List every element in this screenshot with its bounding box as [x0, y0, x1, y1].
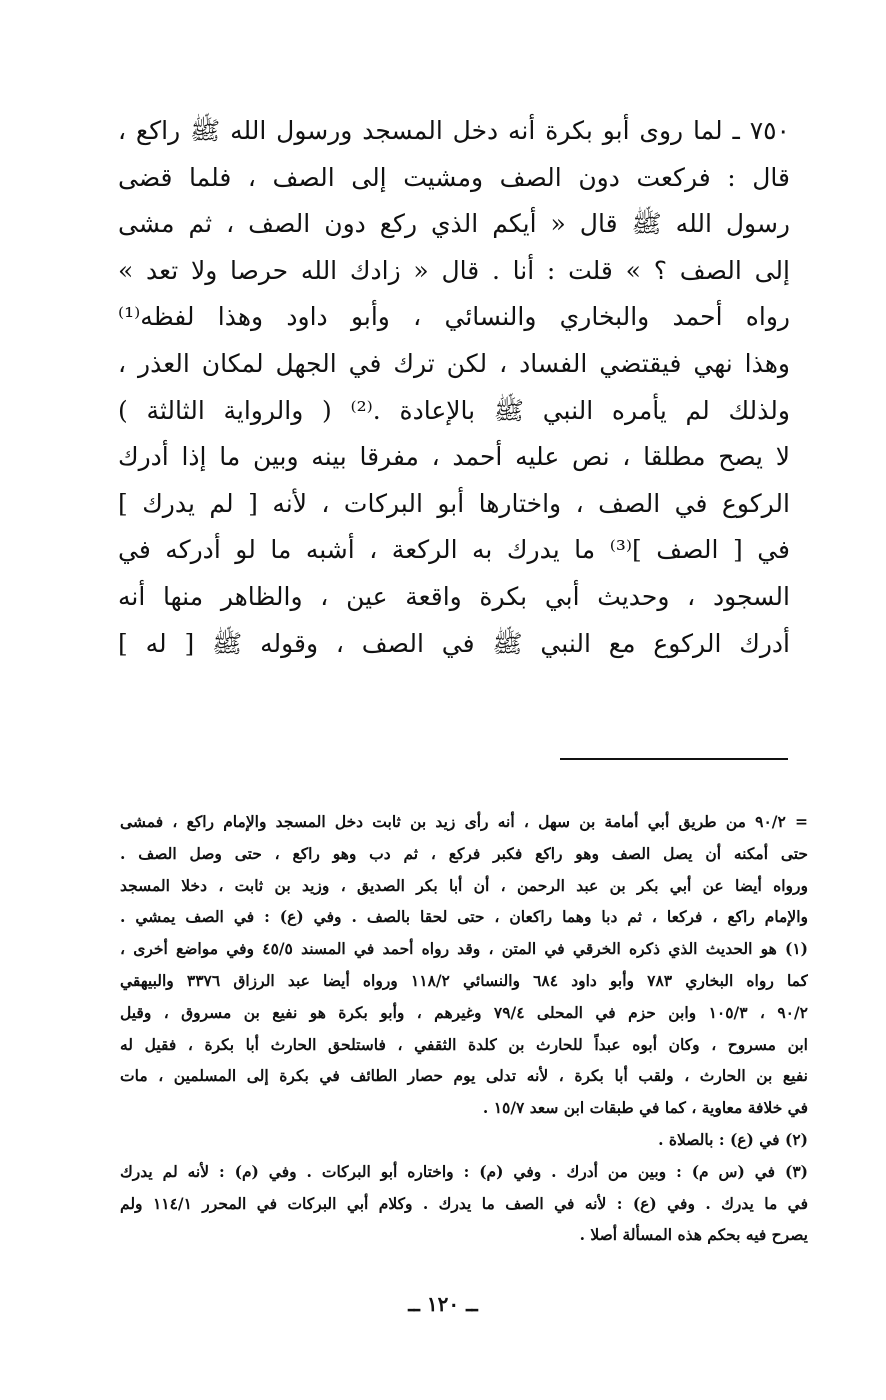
main-text-line: ولذلك لم يأمره النبي ﷺ بالإعادة .⁽²⁾ ( والرواية الثالثة ): [118, 395, 790, 425]
main-text-line: السجود ، وحديث أبي بكرة واقعة عين ، والظاهر منها أنه: [118, 581, 790, 611]
main-text-line: رسول الله ﷺ قال « أيكم الذي ركع دون الصف ، ثم مشى: [118, 209, 790, 239]
footnote-line: (٢) في (ع) : بالصلاة .: [658, 1129, 808, 1149]
main-text-line: قال : فركعت دون الصف ومشيت إلى الصف ، فلما قضى: [118, 162, 790, 192]
main-text-line: أدرك الركوع مع النبي ﷺ في الصف ، وقوله ﷺ [ له ]: [118, 628, 790, 658]
footnotes-block: [120, 806, 808, 1251]
main-text-line: الركوع في الصف ، واختارها أبو البركات ، لأنه [ لم يدرك ]: [118, 488, 790, 518]
footnote-line: في خلافة معاوية ، كما في طبقات ابن سعد ١٥/٧ .: [482, 1098, 808, 1118]
footnote-line: = ٩٠/٢ من طريق أبي أمامة بن سهل ، أنه رأى زيد بن ثابت دخل المسجد والإمام راكع ، فمشى: [120, 812, 808, 831]
footnote-line: والإمام راكع ، فركعا ، ثم دبا وهما راكعان ، حتى لحقا بالصف . وفي (ع) : في الصف يمشي .: [120, 907, 808, 927]
footnote-line: في ما يدرك . وفي (ع) : لأنه في الصف ما يدرك . وكلام أبي البركات في المحرر ١١٤/١ ولم: [120, 1193, 808, 1213]
main-text-line: رواه أحمد والبخاري والنسائي ، وأبو داود وهذا لفظه⁽¹⁾: [118, 302, 790, 332]
main-text-line: في [ الصف ]⁽³⁾ ما يدرك به الركعة ، أشبه ما لو أدركه في: [118, 535, 790, 565]
footnote-line: ٩٠/٢ ، ١٠٥/٣ وابن حزم في المحلى ٧٩/٤ وغيرهم ، وأبو بكرة هو نفيع بن مسروق ، وقيل: [120, 1002, 808, 1022]
main-text-line: لا يصح مطلقا ، نص عليه أحمد ، مفرقا بينه وبين ما إذا أدرك: [118, 442, 790, 472]
footnote-line: يصرح فيه بحكم هذه المسألة أصلا .: [579, 1225, 808, 1245]
footnote-separator: [560, 758, 788, 760]
footnote-line: ورواه أيضا عن أبي بكر بن عبد الرحمن ، أن أبا بكر الصديق ، وزيد بن ثابت ، دخلا المسجد: [120, 875, 808, 895]
footnote-line: كما رواه البخاري ٧٨٣ وأبو داود ٦٨٤ والنسائي ١١٨/٢ ورواه أيضا عبد الرزاق ٣٣٧٦ والبيهقي: [120, 970, 808, 990]
main-text-line: ٧٥٠ ـ لما روى أبو بكرة أنه دخل المسجد ورسول الله ﷺ راكع ،: [118, 116, 790, 145]
main-text-line: إلى الصف ؟ » قلت : أنا . قال « زادك الله حرصا ولا تعد »: [118, 255, 790, 285]
footnote-line: (٣) في (س م) : وبين من أدرك . وفي (م) : واختاره أبو البركات . وفي (م) : لأنه لم يدرك: [120, 1161, 808, 1181]
main-text-line: وهذا نهي فيقتضي الفساد ، لكن ترك في الجهل لمكان العذر ،: [118, 348, 790, 378]
footnote-line: (١) هو الحديث الذي ذكره الخرقي في المتن ، وقد رواه أحمد في المسند ٤٥/٥ وفي مواضع أخرى ،: [120, 939, 808, 959]
footnote-line: حتى أمكنه أن يصل الصف وهو راكع فكبر فركع ، ثم دب وهو راكع ، حتى وصل الصف .: [120, 843, 808, 863]
footnote-line: نفيع بن الحارث ، ولقب أبا بكرة ، لأنه تدلى يوم حصار الطائف في بكرة إلى المسلمين ، مات: [120, 1066, 808, 1086]
page-number: ــ ١٢٠ ــ: [408, 1292, 478, 1316]
main-text-block: [118, 108, 790, 667]
footnote-line: ابن مسروح ، وكان أبوه عبداً للحارث بن كلدة الثقفي ، فاستلحق الحارث أبا بكرة ، فقيل له: [120, 1034, 808, 1054]
